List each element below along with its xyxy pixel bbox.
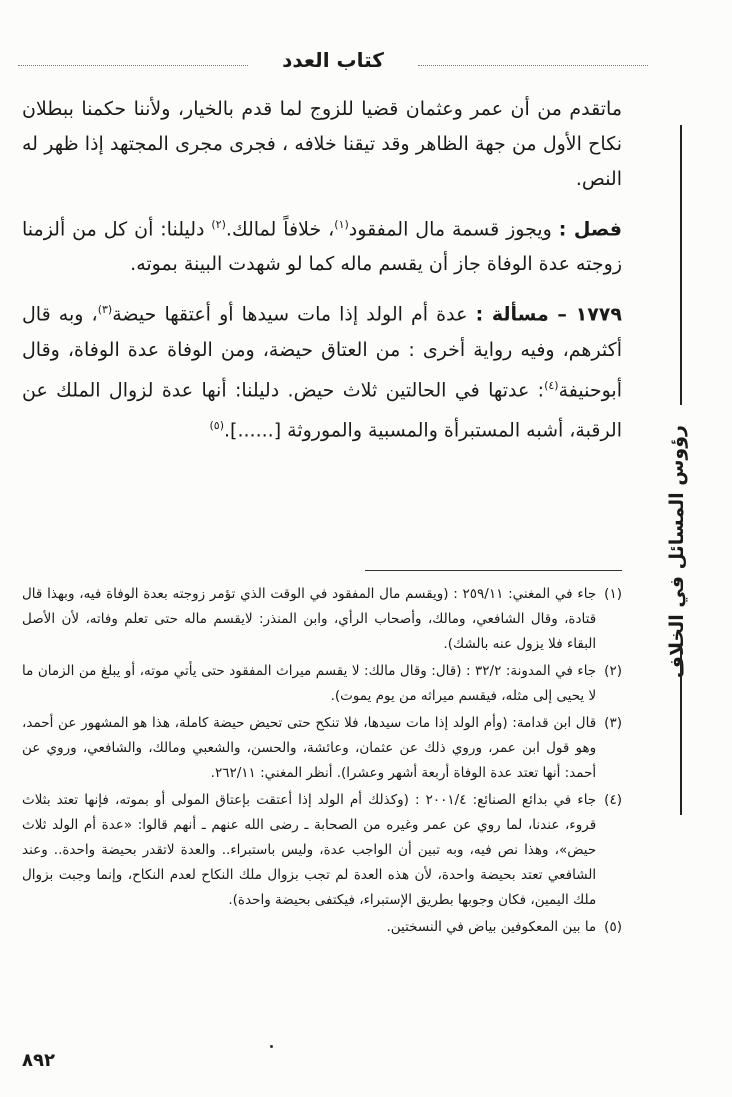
masala-number: ١٧٧٩ – <box>557 303 622 326</box>
side-running-head <box>640 125 700 765</box>
side-rule-bottom <box>680 645 682 815</box>
footnote-text: قال ابن قدامة: (وأم الولد إذا مات سيدها، فلا تنكح حتى تحيض حيضة كاملة، هذا هو المشهور عن أحمد، وهو قول ابن عمر، وروي ذلك عن عثمان، وعائشة، والحسن، والشعبي ومالك، والشافعي، وروي عن أحمد: أنها تعتد عدة الوفاة أربعة أشهر وعشرا). أنظر المغني: ٢٦٢/١١. <box>22 715 597 781</box>
masala-text-c: : عدتها في الحالتين ثلاث حيض. دليلنا: أنها عدة لزوال الملك عن الرقبة، أشبه المستبرأة والمسبية والموروثة [......]. <box>22 378 622 442</box>
fasl-text-c: دليلنا: أن كل من ألزمنا زوجته عدة الوفاة جاز أن يقسم ماله كما لو شهدت البينة بموته. <box>22 218 622 276</box>
footnote-number: (٥) <box>604 919 622 935</box>
footnote-ref-4[interactable]: (٤) <box>544 378 559 392</box>
page-number: ٨٩٢ <box>22 1050 55 1071</box>
footnote-number: (٤) <box>604 792 622 808</box>
footnotes <box>22 582 622 942</box>
side-rule-top <box>680 125 682 405</box>
footnote-number: (١) <box>604 586 622 602</box>
paragraph-1: ماتقدم من أن عمر وعثمان قضيا للزوج لما قدم بالخيار، ولأننا حكمنا ببطلان نكاح الأول من جهة الظاهر وقد تيقنا خلافه ، فجرى مجرى المجتهد إذا ظهر له النص. <box>22 98 622 190</box>
masala-label: مسألة : <box>475 303 558 326</box>
footnote-text: جاء في المغني: ٢٥٩/١١ : (ويقسم مال المفقود في الوقت الذي تؤمر زوجته بعدة الوفاة فيه، وبهذا قال قتادة، وقال الشافعي، ومالك، وأصحاب الرأي، وابن المنذر: لايقسم ماله حتى تعلم وفاته، لأن الأصل البقاء فلا يزول عنه بالشك). <box>22 586 597 652</box>
masala-text-a: عدة أم الولد إذا مات سيدها أو أعتقها حيضة <box>112 303 476 326</box>
footnote-text: ما بين المعكوفين بياض في النسختين. <box>386 919 597 935</box>
header-rule-left <box>18 65 248 66</box>
footnote-ref-3[interactable]: (٣) <box>97 303 113 317</box>
footnote-2 <box>22 659 622 709</box>
header-title: كتاب العدد <box>282 48 384 72</box>
footnote-4 <box>22 788 622 913</box>
footnote-ref-1[interactable]: (١) <box>334 218 349 231</box>
paragraph-masala <box>22 292 622 448</box>
footnote-ref-2[interactable]: (٢) <box>211 218 226 231</box>
page-header <box>18 48 648 78</box>
stray-dot <box>270 1045 273 1048</box>
footnote-number: (٣) <box>604 715 622 731</box>
paragraph-fasl <box>22 207 622 282</box>
footnote-text: جاء في بدائع الصنائع: ٢٠٠١/٤ : (وكذلك أم الولد إذا أعتقت بإعتاق المولى أو بموته، فإنها تعتد بثلاث قروء، عندنا، لما روي عن عمر وغيره من الصحابة ـ رضى الله عنهم ـ أنهم قالوا: «عدة أم الولد ثلاث حيض»، وهذا نص فيه، وبه تبين أن الواجب عدة، وليس باستبراء.. والعدة لاتقدر بحيضة واحدة.. وعند الشافعي تعتد بحيضة واحدة، لأن هذه العدة لم تجب بزوال ملك النكاح لعدم النكاح، وإنما وجبت بزوال ملك اليمين، فكان وجوبها بطريق الإستبراء، فيكتفى بحيضة واحدة). <box>22 792 597 908</box>
footnote-5 <box>22 915 622 940</box>
fasl-text-b: ، خلافاً لمالك. <box>225 218 335 241</box>
footnote-separator <box>365 570 622 571</box>
side-runner-title: رؤوس المسائل في الخلاف <box>666 425 688 679</box>
footnote-text: جاء في المدونة: ٣٢/٢ : (قال: وقال مالك: لا يقسم ميراث المفقود حتى يأتي موته، أو يبلغ من الزمان ما لا يحيى إلى مثله، فيقسم ميراثه من يوم يموت). <box>22 663 597 704</box>
fasl-label: فصل : <box>558 218 622 241</box>
footnote-3 <box>22 711 622 786</box>
footnote-1 <box>22 582 622 657</box>
footnote-ref-5[interactable]: (٥) <box>209 418 224 432</box>
masala-text-b: ، وبه قال أكثرهم، وفيه رواية أخرى : من العتاق حيضة، ومن الوفاة عدة الوفاة، وقال أبوحنيفة <box>22 303 622 401</box>
main-text <box>22 92 622 458</box>
footnote-number: (٢) <box>604 663 622 679</box>
fasl-text-a: ويجوز قسمة مال المفقود <box>348 218 559 241</box>
